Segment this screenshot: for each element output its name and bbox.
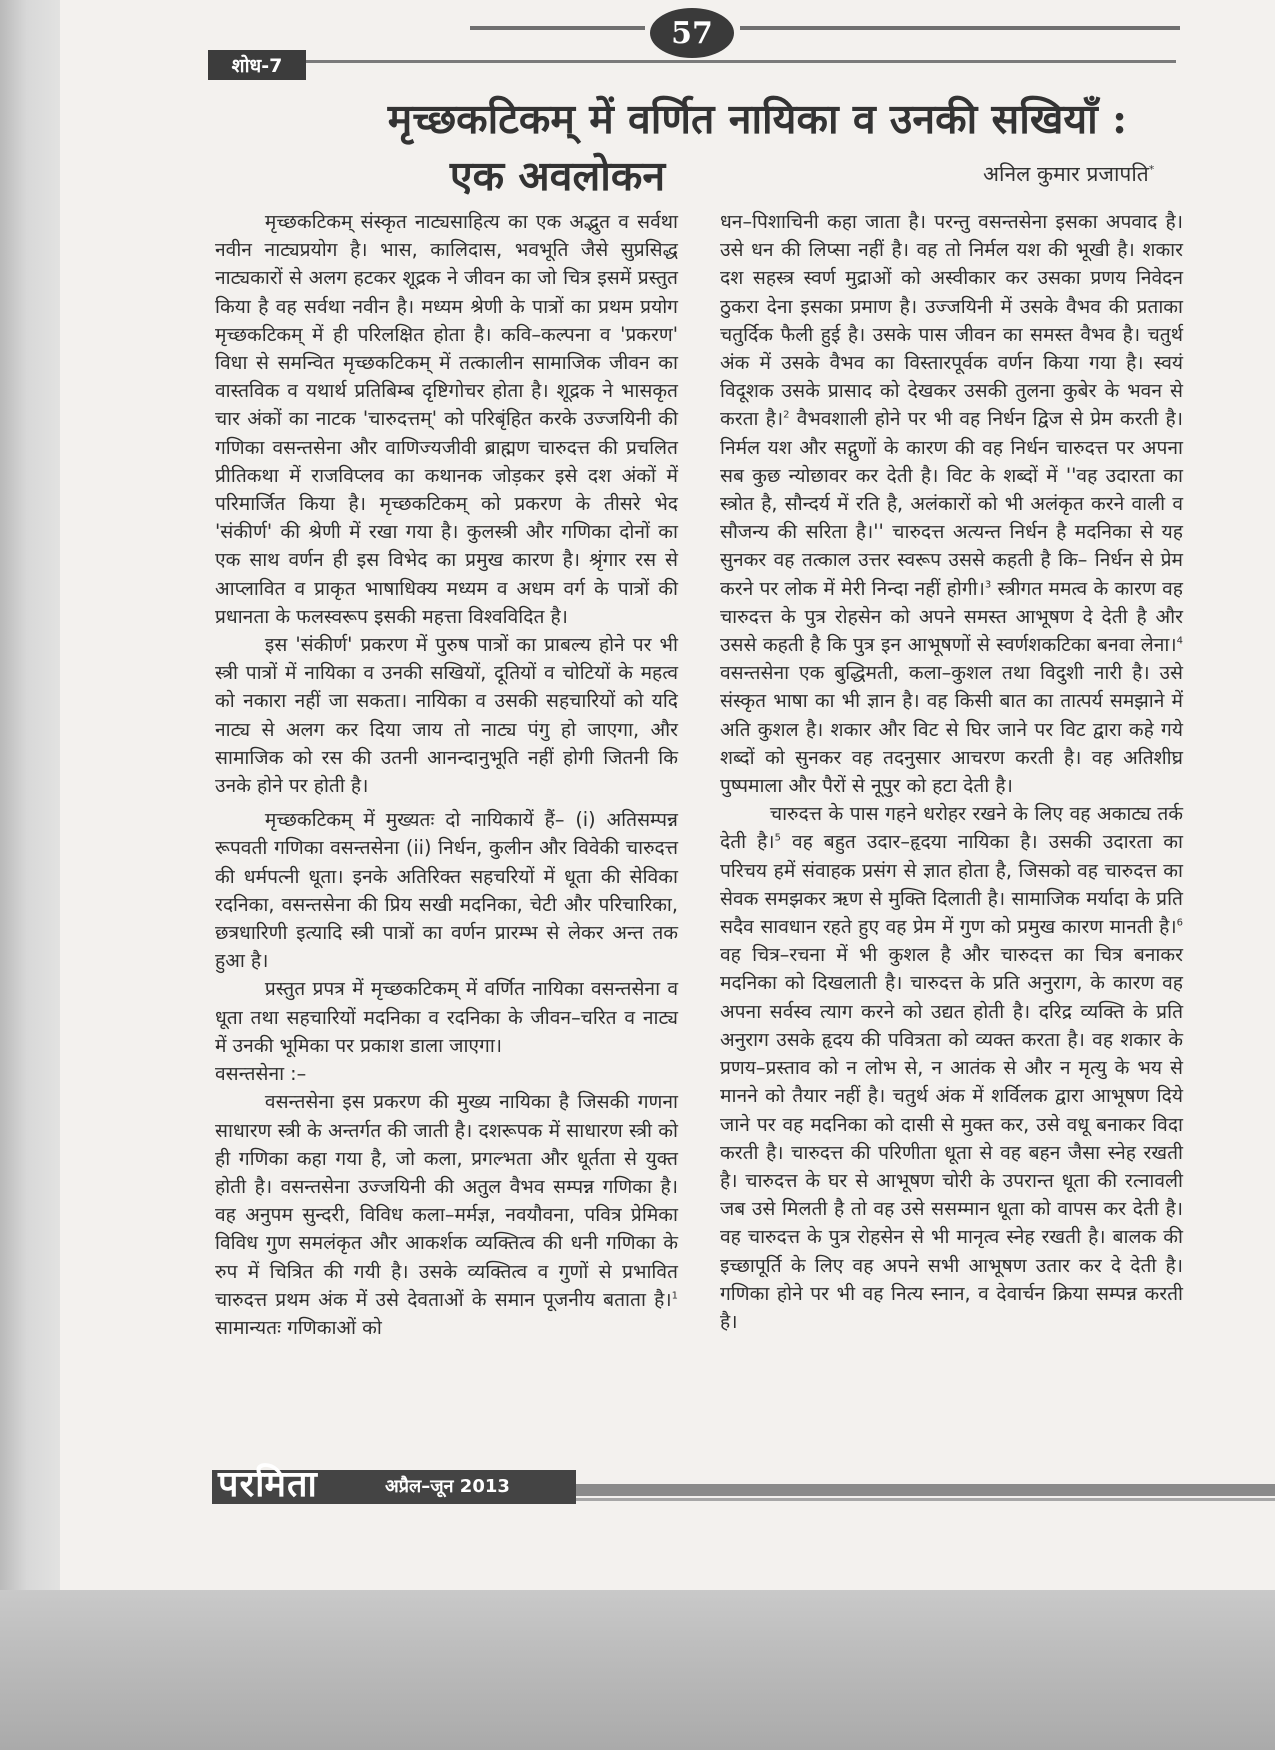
- right-column: [720, 208, 1183, 1478]
- paragraph-text: स्त्रीगत ममत्व के कारण वह चारुदत्त के पुत्र रोहसेन को अपने समस्त आभूषण दे देती है और उससे कहती है कि पुत्र इन आभूषणों से स्वर्णशकटिका बनवा लेना।: [720, 576, 1183, 657]
- paragraph: [720, 800, 1183, 1336]
- scan-bottom-shadow: [0, 1590, 1275, 1750]
- page-number: 57: [650, 8, 734, 58]
- footer-rule: [576, 1484, 1275, 1496]
- footnote-mark: 5: [774, 833, 781, 845]
- article-title-line-1: मृच्छकटिकम् में वर्णित नायिका व उनकी सखियाँ :: [387, 95, 1128, 143]
- author-text: अनिल कुमार प्रजापति: [983, 162, 1149, 186]
- footnote-mark: 3: [984, 579, 992, 591]
- section-rule: [306, 60, 1176, 63]
- paragraph-text: चारुदत्त के पास गहने धरोहर रखने के लिए वह अकाट्य तर्क देती है।: [720, 802, 1183, 854]
- paragraph: मृच्छकटिकम् में मुख्यतः दो नायिकायें हैं– (i) अतिसम्पन्न रूपवती गणिका वसन्तसेना (ii) निर्धन, कुलीन और विवेकी चारुदत्त की धर्मपत्नी धूता। इनके अतिरिक्त सहचरियों में धूता की सेविका रदनिका, वसन्तसेना की प्रिय सखी मदनिका, चेटी और परिचारिका, छत्रधारिणी इत्यादि स्त्री पात्रों का वर्णन प्रारम्भ से लेकर अन्त तक हुआ है।: [215, 808, 678, 973]
- header-rule-right: [740, 26, 1180, 30]
- section-tag: शोध-7: [208, 50, 306, 80]
- left-column: [215, 208, 678, 1478]
- paragraph: इस 'संकीर्ण' प्रकरण में पुरुष पात्रों का प्राबल्य होने पर भी स्त्री पात्रों में नायिका व उनकी सखियों, दूतियों व चोटियों के महत्व को नकारा नहीं जा सकता। नायिका व उसकी सहचारियों को यदि नाट्य से अलग कर दिया जाय तो नाट्य पंगु हो जाएगा, और सामाजिक को रस की उतनी आनन्दानुभूति नहीं होगी जितनी कि उनके होने पर होती है।: [215, 633, 678, 798]
- paragraph-text: वह चित्र–रचना में भी कुशल है और चारुदत्त का चित्र बनाकर मदनिका को दिखलाती है। चारुदत्त के प्रति अनुराग, के कारण वह अपना सर्वस्व त्याग करने को उद्यत होती है। दरिद्र व्यक्ति के प्रति अनुराग उसके हृदय की पवित्रता को व्यक्त करता है। वह शकार के प्रणय–प्रस्ताव को न लोभ से, न आतंक से और न मृत्यु के भय से मानने को तैयार नहीं है। चतुर्थ अंक में शर्विलक द्वारा आभूषण दिये जाने पर वह मदनिका को दासी से मुक्त कर, उसे वधू बनाकर विदा करती है। चारुदत्त की परिणीता धूता से वह बहन जैसा स्नेह रखती है। चारुदत्त के घर से आभूषण चोरी के उपरान्त धूता की रत्नावली जब उसे मिलती है तो वह उसे ससम्मान धूता को वापस कर देती है। वह चारुदत्त के पुत्र रोहसेन से भी मानृत्व स्नेह रखती है। बालक की इच्छापूर्ति के लिए वह अपने सभी आभूषण उतार कर दे देती है। गणिका होने पर भी वह नित्य स्नान, व देवार्चन क्रिया सम्पन्न करती है।: [720, 943, 1183, 1333]
- paragraph-text: वसन्तसेना एक बुद्धिमती, कला–कुशल तथा विदुशी नारी है। उसे संस्कृत भाषा का भी ज्ञान है। वह किसी बात का तात्पर्य समझाने में अति कुशल है। शकार और विट से घिर जाने पर विट द्वारा कहे गये शब्दों को सुनकर वह तदनुसार आचरण करती है। वह अतिशीघ्र पुष्पमाला और पैरों से नूपुर को हटा देती है।: [720, 661, 1183, 798]
- footer-rule-thin: [576, 1498, 1275, 1501]
- paragraph-text: धन–पिशाचिनी कहा जाता है। परन्तु वसन्तसेना इसका अपवाद है। उसे धन की लिप्सा नहीं है। वह तो निर्मल यश की भूखी है। शकार दश सहस्त्र स्वर्ण मुद्राओं को अस्वीकार कर उसका प्रणय निवेदन ठुकरा देना इसका प्रमाण है। उज्जयिनी में उसके वैभव की प्रताका चतुर्दिक फैली हुई है। उसके पास जीवन का समस्त वैभव है। चतुर्थ अंक में उसके वैभव का विस्तारपूर्वक वर्णन किया गया है। स्वयं विदूशक उसके प्रासाद को देखकर उसकी तुलना कुबेर के भवन से करता है।: [720, 210, 1183, 431]
- footnote-mark: 4: [1176, 635, 1183, 647]
- footnote-mark: 2: [783, 410, 790, 422]
- paragraph-text: सामान्यतः गणिकाओं को: [215, 1315, 382, 1339]
- magazine-logo: परमिता: [218, 1463, 318, 1505]
- paragraph: [215, 1088, 678, 1342]
- paragraph: प्रस्तुत प्रपत्र में मृच्छकटिकम् में वर्णित नायिका वसन्तसेना व धूता तथा सहचारियों मदनिका व रदनिका के जीवन–चरित व नाट्य में उनकी भूमिका पर प्रकाश डाला जाएगा।: [215, 977, 678, 1057]
- paragraph: मृच्छकटिकम् संस्कृत नाट्यसाहित्य का एक अद्भुत व सर्वथा नवीन नाट्यप्रयोग है। भास, कालिदास, भवभूति जैसे सुप्रसिद्ध नाट्यकारों से अलग हटकर शूद्रक ने जीवन का जो चित्र इसमें प्रस्तुत किया है वह सर्वथा नवीन है। मध्यम श्रेणी के पात्रों का प्रथम प्रयोग मृच्छकटिकम् में ही परिलक्षित होता है। कवि–कल्पना व 'प्रकरण' विधा से समन्वित मृच्छकटिकम् में तत्कालीन सामाजिक जीवन का वास्तविक व यथार्थ प्रतिबिम्ब दृष्टिगोचर होता है। शूद्रक ने भासकृत चार अंकों का नाटक 'चारुदत्तम्' को परिबृंहित करके उज्जयिनी की गणिका वसन्तसेना और वाणिज्यजीवी ब्राह्मण चारुदत्त की प्रचलित प्रीतिकथा में राजविप्लव का कथानक जोड़कर इसे दश अंकों में परिमार्जित किया है। मृच्छकटिकम् को प्रकरण के तीसरे भेद 'संकीर्ण' की श्रेणी में रखा गया है। कुलस्त्री और गणिका दोनों का एक साथ वर्णन ही इस विभेद का प्रमुख कारण है। श्रृंगार रस से आप्लावित व प्राकृत भाषाधिक्य मध्यम व अधम वर्ग के पात्रों की प्रधानता के फलस्वरूप इसकी महत्ता विश्वविदित है।: [215, 210, 678, 628]
- section-heading: वसन्तसेना :–: [215, 1062, 307, 1086]
- author-footnote-mark: *: [1148, 163, 1155, 176]
- paragraph-text: वसन्तसेना इस प्रकरण की मुख्य नायिका है जिसकी गणना साधारण स्त्री के अन्तर्गत की जाती है। दशरूपक में साधारण स्त्री को ही गणिका कहा गया है, जो कला, प्रगल्भता और धूर्तता से युक्त होती है। वसन्तसेना उज्जयिनी की अतुल वैभव सम्पन्न गणिका है। वह अनुपम सुन्दरी, विविध कला–मर्मज्ञ, नवयौवना, पवित्र प्रेमिका विविध गुण समलंकृत और आकर्शक व्यक्तित्व की धनी गणिका के रुप में चित्रित की गयी है। उसके व्यक्तित्व व गुणों से प्रभावित चारुदत्त प्रथम अंक में उसे देवताओं के समान पूजनीय बताता है।: [215, 1090, 678, 1311]
- issue-date: अप्रैल–जून 2013: [385, 1476, 510, 1497]
- footnote-mark: 6: [1176, 917, 1183, 929]
- paragraph-text: वैभवशाली होने पर भी वह निर्धन द्विज से प्रेम करती है। निर्मल यश और सद्गुणों के कारण की वह निर्धन चारुदत्त पर अपना सब कुछ न्योछावर कर देती है। विट के शब्दों में ''वह उदारता का स्त्रोत है, सौन्दर्य में रति है, अलंकारों को भी अलंकृत करने वाली व सौजन्य की सरिता है।'' चारुदत्त अत्यन्त निर्धन है मदनिका से यह सुनकर वह तत्काल उत्तर स्वरूप उससे कहती है कि– निर्धन से प्रेम करने पर लोक में मेरी निन्दा नहीं होगी।: [720, 407, 1183, 600]
- paragraph: [720, 208, 1183, 800]
- article-title-line-2: एक अवलोकन: [449, 152, 666, 200]
- paragraph-text: वह बहुत उदार–हृदया नायिका है। उसकी उदारता का परिचय हमें संवाहक प्रसंग से ज्ञात होता है, जिसको वह चारुदत्त का सेवक समझकर ऋण से मुक्ति दिलाती है। सामाजिक मर्यादा के प्रति सदैव सावधान रहते हुए वह प्रेम में गुण को प्रमुख कारण मानती है।: [720, 830, 1184, 939]
- footnote-mark: 1: [671, 1290, 678, 1302]
- author-name: [983, 160, 1154, 188]
- header-rule-left: [470, 26, 645, 30]
